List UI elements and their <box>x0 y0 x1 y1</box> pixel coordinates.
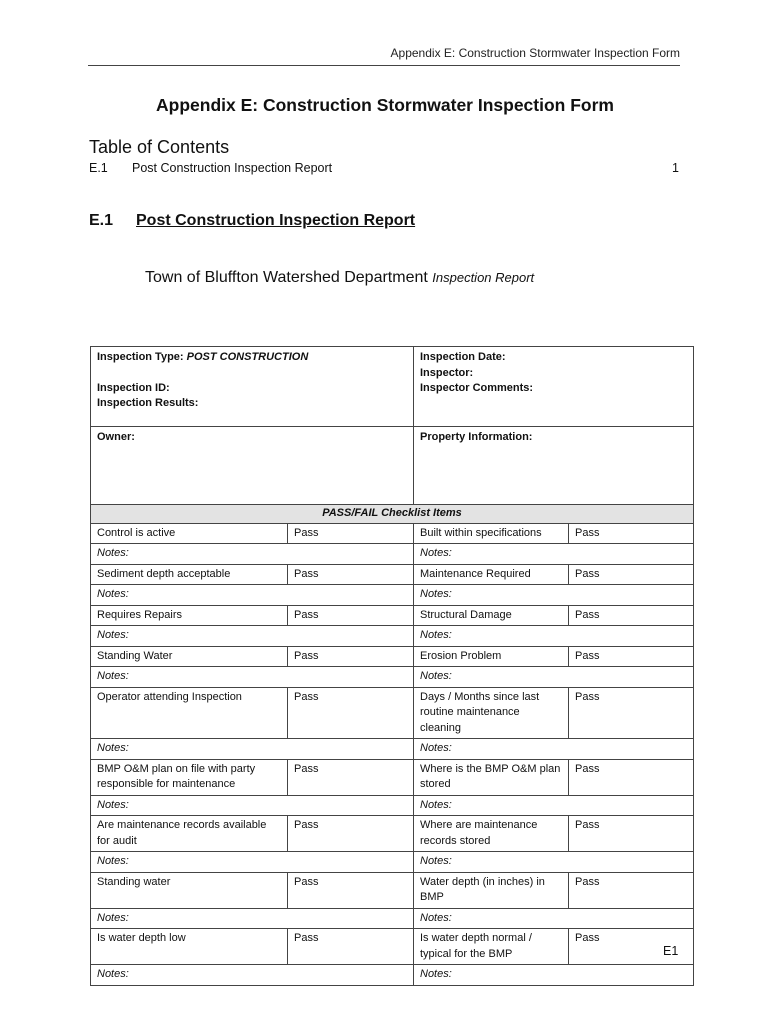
checklist-item-left: Is water depth low <box>91 929 288 965</box>
toc-entry-page: 1 <box>672 161 679 175</box>
inspection-info-left <box>91 347 414 427</box>
checklist-item-right: Water depth (in inches) in BMP <box>414 872 569 908</box>
checklist-row <box>91 564 694 585</box>
checklist-item-right: Maintenance Required <box>414 564 569 585</box>
checklist-row <box>91 759 694 795</box>
report-label: Inspection Report <box>432 270 535 285</box>
notes-left[interactable]: Notes: <box>91 667 414 688</box>
checklist-result-right[interactable]: Pass <box>569 816 694 852</box>
toc-entry-title: Post Construction Inspection Report <box>132 161 333 175</box>
checklist-row <box>91 605 694 626</box>
inspection-id-label: Inspection ID: <box>97 381 170 394</box>
notes-right[interactable]: Notes: <box>414 852 694 873</box>
checklist-result-left[interactable]: Pass <box>288 929 414 965</box>
notes-right[interactable]: Notes: <box>414 908 694 929</box>
department-line <box>145 269 534 287</box>
checklist-item-right: Where is the BMP O&M plan stored <box>414 759 569 795</box>
checklist-row <box>91 687 694 739</box>
checklist-result-left[interactable]: Pass <box>288 523 414 544</box>
notes-right[interactable]: Notes: <box>414 585 694 606</box>
checklist-item-left: BMP O&M plan on file with party responsible for maintenance <box>91 759 288 795</box>
checklist-result-left[interactable]: Pass <box>288 605 414 626</box>
notes-left[interactable]: Notes: <box>91 739 414 760</box>
checklist-result-right[interactable]: Pass <box>569 929 694 965</box>
section-title: Post Construction Inspection Report <box>136 212 416 229</box>
notes-row <box>91 585 694 606</box>
section-number: E.1 <box>89 212 114 229</box>
checklist-result-right[interactable]: Pass <box>569 523 694 544</box>
toc-entry-number: E.1 <box>89 161 108 175</box>
notes-row <box>91 739 694 760</box>
checklist-result-right[interactable]: Pass <box>569 564 694 585</box>
inspection-type-label: Inspection Type: <box>97 351 184 363</box>
checklist-result-right[interactable]: Pass <box>569 605 694 626</box>
checklist-result-left[interactable]: Pass <box>288 687 414 739</box>
property-info-label: Property Information: <box>414 427 694 505</box>
inspection-form-table <box>90 346 694 986</box>
notes-row <box>91 667 694 688</box>
checklist-result-left[interactable]: Pass <box>288 816 414 852</box>
checklist-item-right: Days / Months since last routine maintenance cleaning <box>414 687 569 739</box>
checklist-result-right[interactable]: Pass <box>569 872 694 908</box>
checklist-row <box>91 872 694 908</box>
toc-heading: Table of Contents <box>89 137 230 157</box>
checklist-result-left[interactable]: Pass <box>288 759 414 795</box>
notes-left[interactable]: Notes: <box>91 626 414 647</box>
inspection-info-right <box>414 347 694 427</box>
notes-row <box>91 626 694 647</box>
notes-right[interactable]: Notes: <box>414 965 694 986</box>
checklist-item-left: Operator attending Inspection <box>91 687 288 739</box>
checklist-item-left: Standing water <box>91 872 288 908</box>
checklist-result-left[interactable]: Pass <box>288 646 414 667</box>
notes-left[interactable]: Notes: <box>91 795 414 816</box>
notes-right[interactable]: Notes: <box>414 795 694 816</box>
checklist-item-right: Where are maintenance records stored <box>414 816 569 852</box>
notes-left[interactable]: Notes: <box>91 852 414 873</box>
checklist-item-left: Are maintenance records available for audit <box>91 816 288 852</box>
running-header: Appendix E: Construction Stormwater Inspection Form <box>88 46 680 66</box>
notes-row <box>91 544 694 565</box>
department-name: Town of Bluffton Watershed Department <box>145 269 428 286</box>
checklist-result-right[interactable]: Pass <box>569 759 694 795</box>
inspector-comments-label: Inspector Comments: <box>420 382 534 394</box>
inspection-type-value: POST CONSTRUCTION <box>186 351 309 363</box>
checklist-item-right: Built within specifications <box>414 523 569 544</box>
checklist-body <box>91 523 694 985</box>
notes-right[interactable]: Notes: <box>414 667 694 688</box>
notes-left[interactable]: Notes: <box>91 544 414 565</box>
inspector-label: Inspector: <box>420 366 474 379</box>
inspection-date-label: Inspection Date: <box>420 351 506 363</box>
checklist-item-left: Sediment depth acceptable <box>91 564 288 585</box>
owner-label: Owner: <box>91 427 414 505</box>
notes-left[interactable]: Notes: <box>91 585 414 606</box>
checklist-heading-row <box>91 505 694 524</box>
notes-left[interactable]: Notes: <box>91 908 414 929</box>
notes-right[interactable]: Notes: <box>414 626 694 647</box>
checklist-item-left: Standing Water <box>91 646 288 667</box>
notes-row <box>91 965 694 986</box>
checklist-item-right: Is water depth normal / typical for the BMP <box>414 929 569 965</box>
notes-right[interactable]: Notes: <box>414 544 694 565</box>
checklist-item-right: Structural Damage <box>414 605 569 626</box>
checklist-heading: PASS/FAIL Checklist Items <box>91 505 694 524</box>
notes-row <box>91 908 694 929</box>
checklist-result-right[interactable]: Pass <box>569 687 694 739</box>
inspection-info-row <box>91 347 694 427</box>
notes-left[interactable]: Notes: <box>91 965 414 986</box>
checklist-row <box>91 646 694 667</box>
notes-right[interactable]: Notes: <box>414 739 694 760</box>
notes-row <box>91 795 694 816</box>
checklist-result-right[interactable]: Pass <box>569 646 694 667</box>
document-title: Appendix E: Construction Stormwater Inspection Form <box>156 95 614 115</box>
inspection-results-label: Inspection Results: <box>97 397 199 409</box>
checklist-item-left: Requires Repairs <box>91 605 288 626</box>
checklist-result-left[interactable]: Pass <box>288 564 414 585</box>
checklist-row <box>91 523 694 544</box>
checklist-row <box>91 816 694 852</box>
owner-property-row <box>91 427 694 505</box>
checklist-row <box>91 929 694 965</box>
page-number: E1 <box>663 944 679 958</box>
checklist-item-left: Control is active <box>91 523 288 544</box>
checklist-item-right: Erosion Problem <box>414 646 569 667</box>
notes-row <box>91 852 694 873</box>
checklist-result-left[interactable]: Pass <box>288 872 414 908</box>
